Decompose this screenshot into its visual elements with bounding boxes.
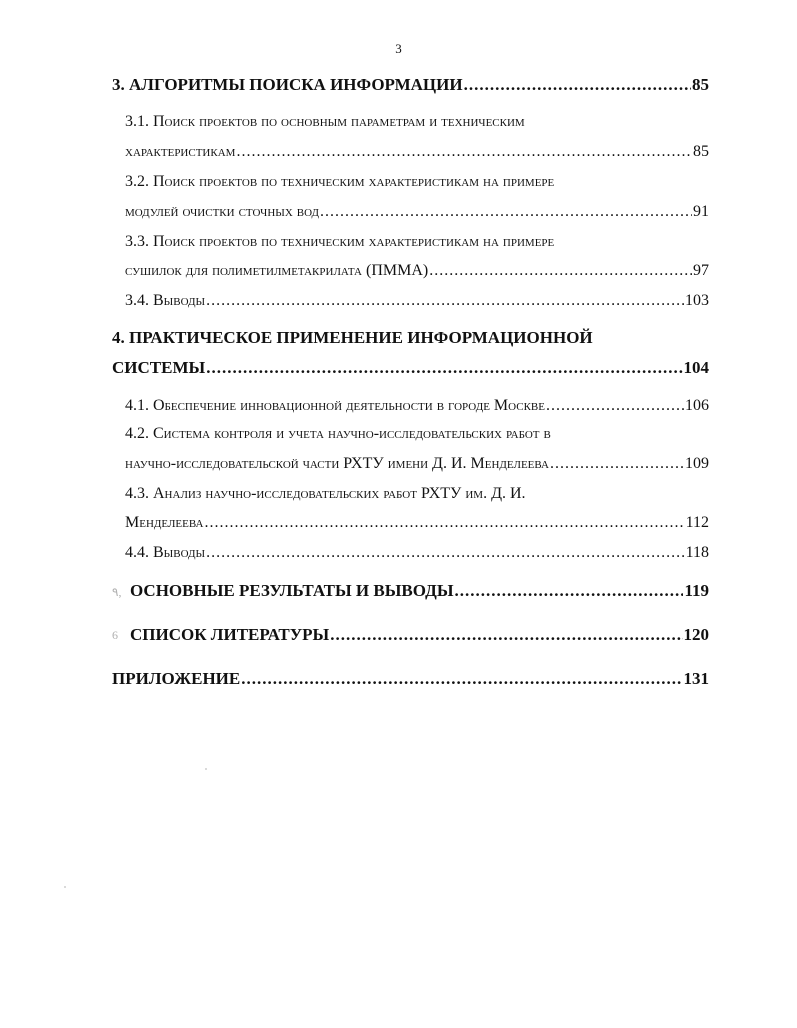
toc-entry-appendix [112, 670, 709, 687]
toc-leader-dots [455, 582, 684, 599]
toc-entry-3-3-line1: 3.3. Поиск проектов по техническим характеристикам на примере [125, 233, 555, 250]
toc-entry-references [130, 626, 709, 643]
scan-speck [64, 886, 66, 888]
toc-leader-dots [320, 204, 692, 220]
toc-entry-chapter-4 [112, 359, 709, 376]
toc-entry-title: СПИСОК ЛИТЕРАТУРЫ [130, 625, 330, 644]
toc-entry-page: 106 [685, 397, 709, 414]
toc-entry-page: 97 [693, 262, 709, 279]
toc-leader-dots [204, 515, 684, 531]
toc-entry-page: 112 [685, 514, 709, 531]
toc-entry-chapter-4-line1: 4. ПРАКТИЧЕСКОЕ ПРИМЕНЕНИЕ ИНФОРМАЦИОННОЙ [112, 328, 593, 347]
toc-entry-4-2-line1: 4.2. Система контроля и учета научно-исследовательских работ в [125, 425, 551, 442]
toc-entry-page: 85 [692, 75, 709, 94]
toc-entry-page: 104 [683, 358, 709, 377]
scan-artifact-mark: ٩, [112, 585, 122, 599]
toc-leader-dots [206, 545, 685, 561]
toc-entry-4-1 [125, 398, 709, 414]
toc-entry-title: СИСТЕМЫ [112, 358, 206, 377]
toc-entry-3-4 [125, 293, 709, 309]
toc-entry-title: Менделеева [125, 514, 204, 531]
toc-entry-4-3-line1: 4.3. Анализ научно-исследовательских работ РХТУ им. Д. И. [125, 485, 526, 502]
toc-leader-dots [206, 293, 684, 309]
page-number: 3 [395, 41, 402, 56]
toc-entry-page: 91 [693, 203, 709, 220]
toc-entry-page: 109 [685, 455, 709, 472]
toc-entry-3-1-line1: 3.1. Поиск проектов по основным параметрам и техническим [125, 113, 525, 130]
toc-entry-title: 4.1. Обеспечение инновационной деятельности в городе Москве [125, 397, 545, 414]
toc-entry-3-3 [125, 263, 709, 279]
toc-entry-page: 131 [683, 669, 709, 688]
toc-entry-results [130, 582, 709, 599]
toc-entry-page: 119 [684, 581, 709, 600]
toc-entry-title: сушилок для полиметилметакрилата (ПММА) [125, 262, 429, 279]
toc-entry-3-2-line1: 3.2. Поиск проектов по техническим характеристикам на примере [125, 173, 555, 190]
toc-leader-dots [546, 398, 684, 414]
toc-leader-dots [330, 626, 682, 643]
toc-entry-chapter-3 [112, 76, 709, 93]
toc-entry-title: модулей очистки сточных вод [125, 203, 320, 220]
toc-leader-dots [429, 263, 692, 279]
toc-entry-4-4 [125, 545, 709, 561]
toc-leader-dots [550, 456, 684, 472]
toc-entry-title: 4.4. Выводы [125, 544, 206, 561]
toc-leader-dots [464, 76, 691, 93]
toc-entry-title: 3. АЛГОРИТМЫ ПОИСКА ИНФОРМАЦИИ [112, 75, 463, 94]
toc-entry-4-2 [125, 456, 709, 472]
toc-leader-dots [236, 144, 692, 160]
toc-entry-page: 120 [683, 625, 709, 644]
toc-entry-title: научно-исследовательской части РХТУ имени Д. И. Менделеева [125, 455, 549, 472]
scan-artifact-mark: 6 [112, 628, 118, 642]
toc-entry-4-3 [125, 515, 709, 531]
toc-entry-title: характеристикам [125, 143, 236, 160]
toc-entry-title: ОСНОВНЫЕ РЕЗУЛЬТАТЫ И ВЫВОДЫ [130, 581, 454, 600]
toc-leader-dots [206, 359, 682, 376]
toc-entry-3-1 [125, 144, 709, 160]
toc-entry-title: 3.4. Выводы [125, 292, 206, 309]
toc-entry-3-2 [125, 204, 709, 220]
scan-speck [205, 768, 207, 770]
toc-entry-page: 118 [685, 544, 709, 561]
toc-entry-page: 85 [693, 143, 709, 160]
toc-leader-dots [241, 670, 682, 687]
toc-entry-title: ПРИЛОЖЕНИЕ [112, 669, 241, 688]
toc-entry-page: 103 [685, 292, 709, 309]
